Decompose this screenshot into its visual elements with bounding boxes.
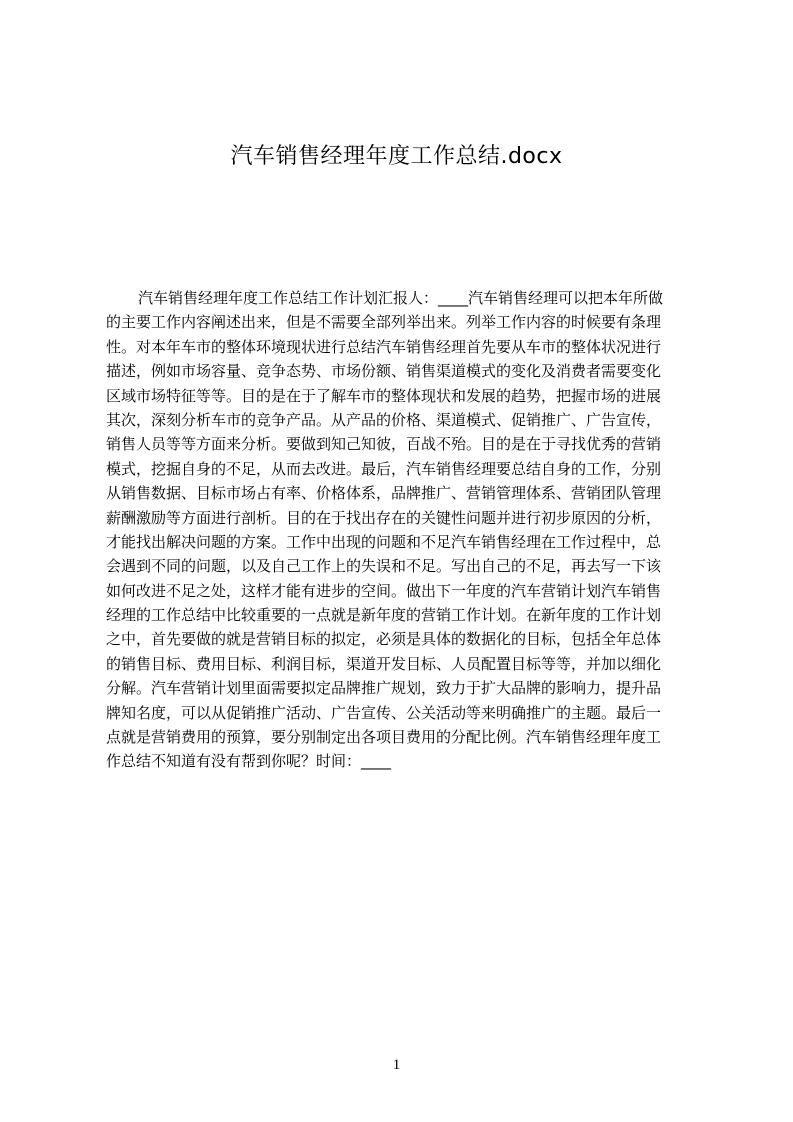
body-line-14: 经理的工作总结中比较重要的一点就是新年度的营销工作计划。在新年度的工作计划 xyxy=(106,606,662,625)
body-line-4: 描述，例如市场容量、竞争态势、市场份额、销售渠道模式的变化及消费者需要变化 xyxy=(106,362,662,381)
body-line-1: 汽车销售经理年度工作总结工作计划汇报人：____汽车销售经理可以把本年所做 xyxy=(138,289,664,307)
body-line-13: 如何改进不足之处，这样才能有进步的空间。做出下一年度的汽车营销计划汽车销售 xyxy=(106,581,662,600)
body-line-8: 模式，挖掘自身的不足，从而去改进。最后，汽车销售经理要总结自身的工作，分别 xyxy=(106,459,662,478)
body-line-7: 销售人员等等方面来分析。要做到知己知彼，百战不殆。目的是在于寻找优秀的营销 xyxy=(106,435,662,454)
body-line-18: 牌知名度，可以从促销推广活动、广告宣传、公关活动等来明确推广的主题。最后一 xyxy=(106,703,662,722)
body-line-20: 作总结不知道有没有帮到你呢？时间：____ xyxy=(106,752,392,771)
body-line-2: 的主要工作内容阐述出来，但是不需要全部列举出来。列举工作内容的时候要有条理 xyxy=(106,313,662,332)
document-body xyxy=(106,286,698,826)
body-line-17: 分解。汽车营销计划里面需要拟定品牌推广规划，致力于扩大品牌的影响力，提升品 xyxy=(106,679,662,698)
body-line-11: 才能找出解决问题的方案。工作中出现的问题和不足汽车销售经理在工作过程中，总 xyxy=(106,532,662,551)
body-line-15: 之中，首先要做的就是营销目标的拟定，必须是具体的数据化的目标，包括全年总体 xyxy=(106,630,662,649)
body-line-5: 区域市场特征等等。目的是在于了解车市的整体现状和发展的趋势，把握市场的进展 xyxy=(106,386,662,405)
body-line-3: 性。对本年车市的整体环境现状进行总结汽车销售经理首先要从车市的整体状况进行 xyxy=(106,337,662,356)
document-title: 汽车销售经理年度工作总结.docx xyxy=(230,144,563,169)
body-line-6: 其次，深刻分析车市的竞争产品。从产品的价格、渠道模式、促销推广、广告宣传， xyxy=(106,410,662,429)
body-line-9: 从销售数据、目标市场占有率、价格体系，品牌推广、营销管理体系、营销团队管理 xyxy=(106,484,662,503)
body-line-16: 的销售目标、费用目标、利润目标，渠道开发目标、人员配置目标等等，并加以细化 xyxy=(106,654,662,673)
body-line-10: 薪酬激励等方面进行剖析。目的在于找出存在的关键性问题并进行初步原因的分析， xyxy=(106,508,662,527)
page-number: 1 xyxy=(392,1057,401,1073)
body-line-19: 点就是营销费用的预算，要分别制定出各项目费用的分配比例。汽车销售经理年度工 xyxy=(106,728,662,747)
body-line-12: 会遇到不同的问题，以及自己工作上的失误和不足。写出自己的不足，再去写一下该 xyxy=(106,557,662,576)
